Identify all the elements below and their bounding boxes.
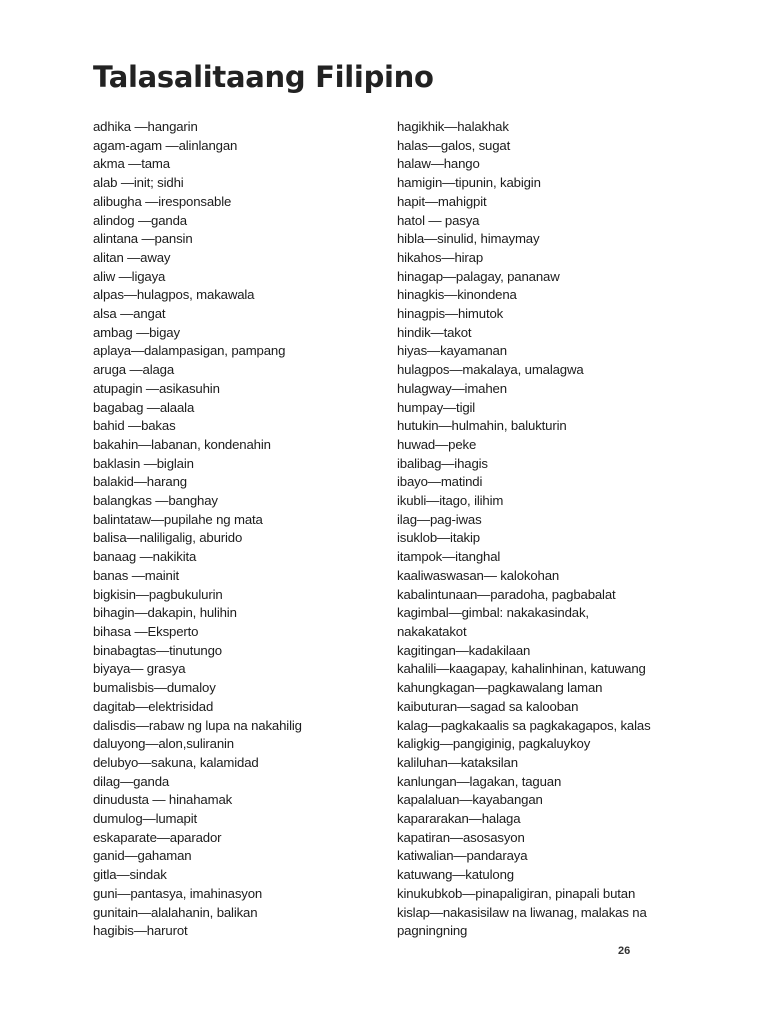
glossary-entry: dagitab—elektrisidad	[93, 698, 214, 714]
glossary-entry: hapit—mahigpit	[397, 193, 487, 209]
glossary-entry: balisa—naliligalig, aburido	[93, 530, 243, 546]
glossary-entry: ilag—pag-iwas	[397, 511, 482, 527]
glossary-entry: balangkas —banghay	[93, 493, 218, 509]
glossary-entry: kahalili—kaagapay, kahalinhinan, katuwang	[397, 661, 646, 677]
glossary-entry: atupagin —asikasuhin	[93, 380, 220, 396]
glossary-entry: itampok—itanghal	[397, 549, 501, 565]
glossary-entry: bihagin—dakapin, hulihin	[93, 605, 237, 621]
glossary-entry: humpay—tigil	[397, 399, 476, 415]
glossary-entry: kaibuturan—sagad sa kalooban	[397, 698, 579, 714]
glossary-entry: eskaparate—aparador	[93, 829, 222, 845]
glossary-entry: binabagtas—tinutungo	[93, 642, 222, 658]
glossary-entry: hagikhik—halakhak	[397, 119, 509, 134]
glossary-entry: hamigin—tipunin, kabigin	[397, 175, 541, 191]
glossary-entry: pagningning	[397, 923, 468, 939]
glossary-entry: kagimbal—gimbal: nakakasindak,	[397, 605, 589, 621]
glossary-entry: hikahos—hirap	[397, 249, 484, 265]
glossary-entry: halaw—hango	[397, 156, 480, 172]
glossary-entry: daluyong—alon,suliranin	[93, 736, 234, 752]
glossary-entry: hindik—takot	[397, 324, 472, 340]
glossary-entry: baklasin —biglain	[93, 455, 194, 471]
glossary-entry: kalag—pagkakaalis sa pagkakagapos, kalas	[397, 717, 651, 733]
glossary-entry: bahid —bakas	[93, 418, 176, 434]
glossary-entry: katiwalian—pandaraya	[397, 848, 528, 864]
glossary-entry: hinagap—palagay, pananaw	[397, 268, 560, 284]
glossary-entry: alitan —away	[93, 249, 171, 265]
glossary-entry: ganid—gahaman	[93, 848, 192, 864]
glossary-entry: hulagway—imahen	[397, 380, 507, 396]
glossary-entry: aplaya—dalampasigan, pampang	[93, 343, 286, 359]
glossary-entry: aliw —ligaya	[93, 268, 166, 284]
glossary-entry: balakid—harang	[93, 474, 187, 490]
glossary-left-column	[93, 118, 378, 941]
glossary-entry: hutukin—hulmahin, balukturin	[397, 418, 567, 434]
glossary-entry: kaliluhan—kataksilan	[397, 754, 518, 770]
page-number: 26	[618, 945, 631, 957]
glossary-entry: kinukubkob—pinapaligiran, pinapali butan	[397, 885, 636, 901]
glossary-entry: ikubli—itago, ilihim	[397, 493, 504, 509]
glossary-entry: dinudusta — hinahamak	[93, 792, 233, 808]
glossary-entry: balintataw—pupilahe ng mata	[93, 511, 263, 527]
glossary-entry: alibugha —iresponsable	[93, 193, 232, 209]
glossary-entry: hatol — pasya	[397, 212, 480, 228]
glossary-entry: guni—pantasya, imahinasyon	[93, 885, 263, 901]
glossary-entry: hinagpis—himutok	[397, 306, 504, 322]
glossary-entry: gitla—sindak	[93, 867, 167, 883]
glossary-entry: hagibis—harurot	[93, 923, 188, 939]
glossary-entry: bihasa —Eksperto	[93, 623, 199, 639]
glossary-entry: kahungkagan—pagkawalang laman	[397, 680, 603, 696]
glossary-entry: kabalintunaan—paradoha, pagbabalat	[397, 586, 616, 602]
glossary-entry: akma —tama	[93, 156, 170, 172]
glossary-right-column	[397, 118, 687, 941]
glossary-entry: alab —init; sidhi	[93, 175, 184, 191]
glossary-entry: kanlungan—lagakan, taguan	[397, 773, 562, 789]
glossary-entry: kagitingan—kadakilaan	[397, 642, 531, 658]
glossary-entry: delubyo—sakuna, kalamidad	[93, 754, 259, 770]
glossary-entry: hulagpos—makalaya, umalagwa	[397, 362, 584, 378]
glossary-entry: alpas—hulagpos, makawala	[93, 287, 255, 303]
glossary-entry: bigkisin—pagbukulurin	[93, 586, 223, 602]
glossary-entry: huwad—peke	[397, 436, 477, 452]
glossary-entry: dilag—ganda	[93, 773, 170, 789]
glossary-entry: isuklob—itakip	[397, 530, 480, 546]
glossary-entry: dalisdis—rabaw ng lupa na nakahilig	[93, 717, 302, 733]
glossary-entry: nakakatakot	[397, 623, 467, 639]
glossary-entry: kapararakan—halaga	[397, 811, 521, 827]
glossary-entry: kaligkig—pangiginig, pagkaluykoy	[397, 736, 591, 752]
glossary-entry: kapalaluan—kayabangan	[397, 792, 543, 808]
glossary-entry: alindog —ganda	[93, 212, 187, 228]
glossary-entry: kaaliwaswasan— kalokohan	[397, 567, 560, 583]
glossary-entry: ibalibag—ihagis	[397, 455, 488, 471]
glossary-entry: kapatiran—asosasyon	[397, 829, 525, 845]
glossary-entry: gunitain—alalahanin, balikan	[93, 904, 258, 920]
glossary-entry: hiyas—kayamanan	[397, 343, 507, 359]
glossary-entry: adhika —hangarin	[93, 119, 198, 134]
glossary-entry: aruga —alaga	[93, 362, 175, 378]
glossary-entry: ambag —bigay	[93, 324, 180, 340]
glossary-entry: banas —mainit	[93, 567, 180, 583]
glossary-entry: kislap—nakasisilaw na liwanag, malakas na	[397, 904, 647, 920]
glossary-entry: agam-agam —alinlangan	[93, 137, 238, 153]
glossary-entry: ibayo—matindi	[397, 474, 483, 490]
glossary-entry: bumalisbis—dumaloy	[93, 680, 216, 696]
glossary-entry: katuwang—katulong	[397, 867, 514, 883]
page-title: Talasalitaang Filipino	[93, 60, 434, 94]
glossary-entry: hinagkis—kinondena	[397, 287, 517, 303]
glossary-entry: halas—galos, sugat	[397, 137, 511, 153]
glossary-entry: bagabag —alaala	[93, 399, 195, 415]
glossary-entry: dumulog—lumapit	[93, 811, 198, 827]
glossary-entry: biyaya— grasya	[93, 661, 186, 677]
glossary-entry: alintana —pansin	[93, 231, 193, 247]
glossary-entry: alsa —angat	[93, 306, 166, 322]
glossary-entry: hibla—sinulid, himaymay	[397, 231, 540, 247]
glossary-entry: banaag —nakikita	[93, 549, 197, 565]
glossary-entry: bakahin—labanan, kondenahin	[93, 436, 271, 452]
